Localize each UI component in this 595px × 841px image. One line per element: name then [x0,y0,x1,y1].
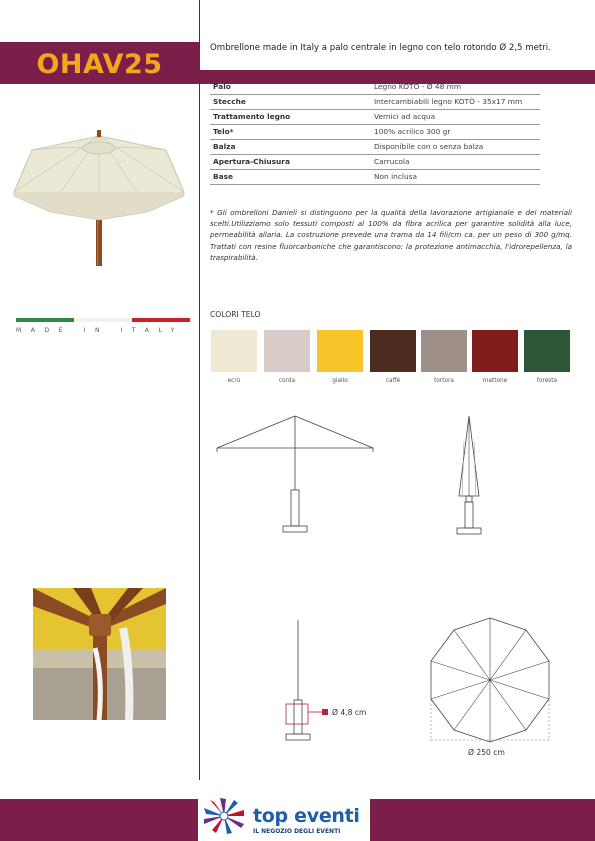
color-swatch-label: ecrù [227,378,241,384]
spec-value: 100% acrilico 300 gr [374,127,451,136]
umbrella-detail-photo [33,588,166,720]
color-swatch-label: caffè [385,378,401,384]
color-swatch[interactable] [472,330,518,372]
spec-label: Palo [213,82,231,91]
spec-label: Stecche [213,97,246,106]
color-swatch[interactable] [317,330,363,372]
italian-flag-stripe [16,318,190,322]
spec-label: Trattamento legno [213,112,291,121]
spec-row [210,139,540,155]
color-swatch[interactable] [211,330,257,372]
spec-label: Apertura-Chiusura [213,157,290,166]
spec-row [210,109,540,125]
spec-value: Disponibile con o senza balza [374,142,484,151]
color-swatch-label: foresta [536,378,558,384]
spec-value: Intercambiabili legno KOTÒ - 35x17 mm [374,97,523,106]
spec-row [210,79,540,95]
fabric-note: * Gli ombrelloni Danieli si distinguono per la qualità della lavorazione artigianale e dei materiali scelti.Utilizziamo solo tessuti composti al 100% da fibra acrilica per garantire solidità alla luce, permeabilità allaria. La costruzione prevede una trama da 14 fili/cm ca. per un peso di 300 g/mq. Trattati con resine fluorcarboniche che garantiscono: la protezione antimacchia, l'idrorepellenza, la traspirabilità. [210,208,572,262]
pole-diameter-label: Ø 4,8 cm [332,708,367,717]
spec-row [210,154,540,170]
color-swatch[interactable] [421,330,467,372]
made-in-italy-label: MADE IN ITALY [16,327,184,334]
spec-value: Non inclusa [374,172,418,181]
brand-burst-icon [200,798,250,836]
color-swatch[interactable] [370,330,416,372]
pole-detail-drawing [280,618,330,746]
color-swatch-label: corda [278,378,296,384]
color-swatch-label: tortora [434,378,454,384]
product-description: Ombrellone made in Italy a palo centrale in legno con telo rotondo Ø 2,5 metri. [210,43,551,53]
canopy-diameter-label: Ø 250 cm [468,748,505,757]
brand-slogan: IL NEGOZIO DEGLI EVENTI [253,828,341,835]
spec-label: Telo* [213,127,234,136]
spec-value: Legno KOTÒ - Ø 48 mm [374,82,462,91]
spec-label: Balza [213,142,236,151]
spec-label: Base [213,172,234,181]
spec-value: Vernici ad acqua [374,112,436,121]
brand-name: top eventi [253,805,360,827]
spec-row [210,94,540,110]
top-view-drawing [425,615,555,745]
spec-value: Carrucola [374,157,410,166]
spec-row [210,169,540,185]
color-swatch[interactable] [524,330,570,372]
spec-row [210,124,540,140]
color-swatch[interactable] [264,330,310,372]
open-umbrella-drawing [215,410,375,540]
product-code: OHAV25 [36,49,163,80]
color-swatch-label: giallo [332,378,348,384]
closed-umbrella-drawing [445,412,495,540]
color-swatch-label: mattone [482,378,508,384]
umbrella-photo [10,128,200,270]
vertical-divider [199,0,200,780]
colors-title: COLORI TELO [210,310,261,319]
